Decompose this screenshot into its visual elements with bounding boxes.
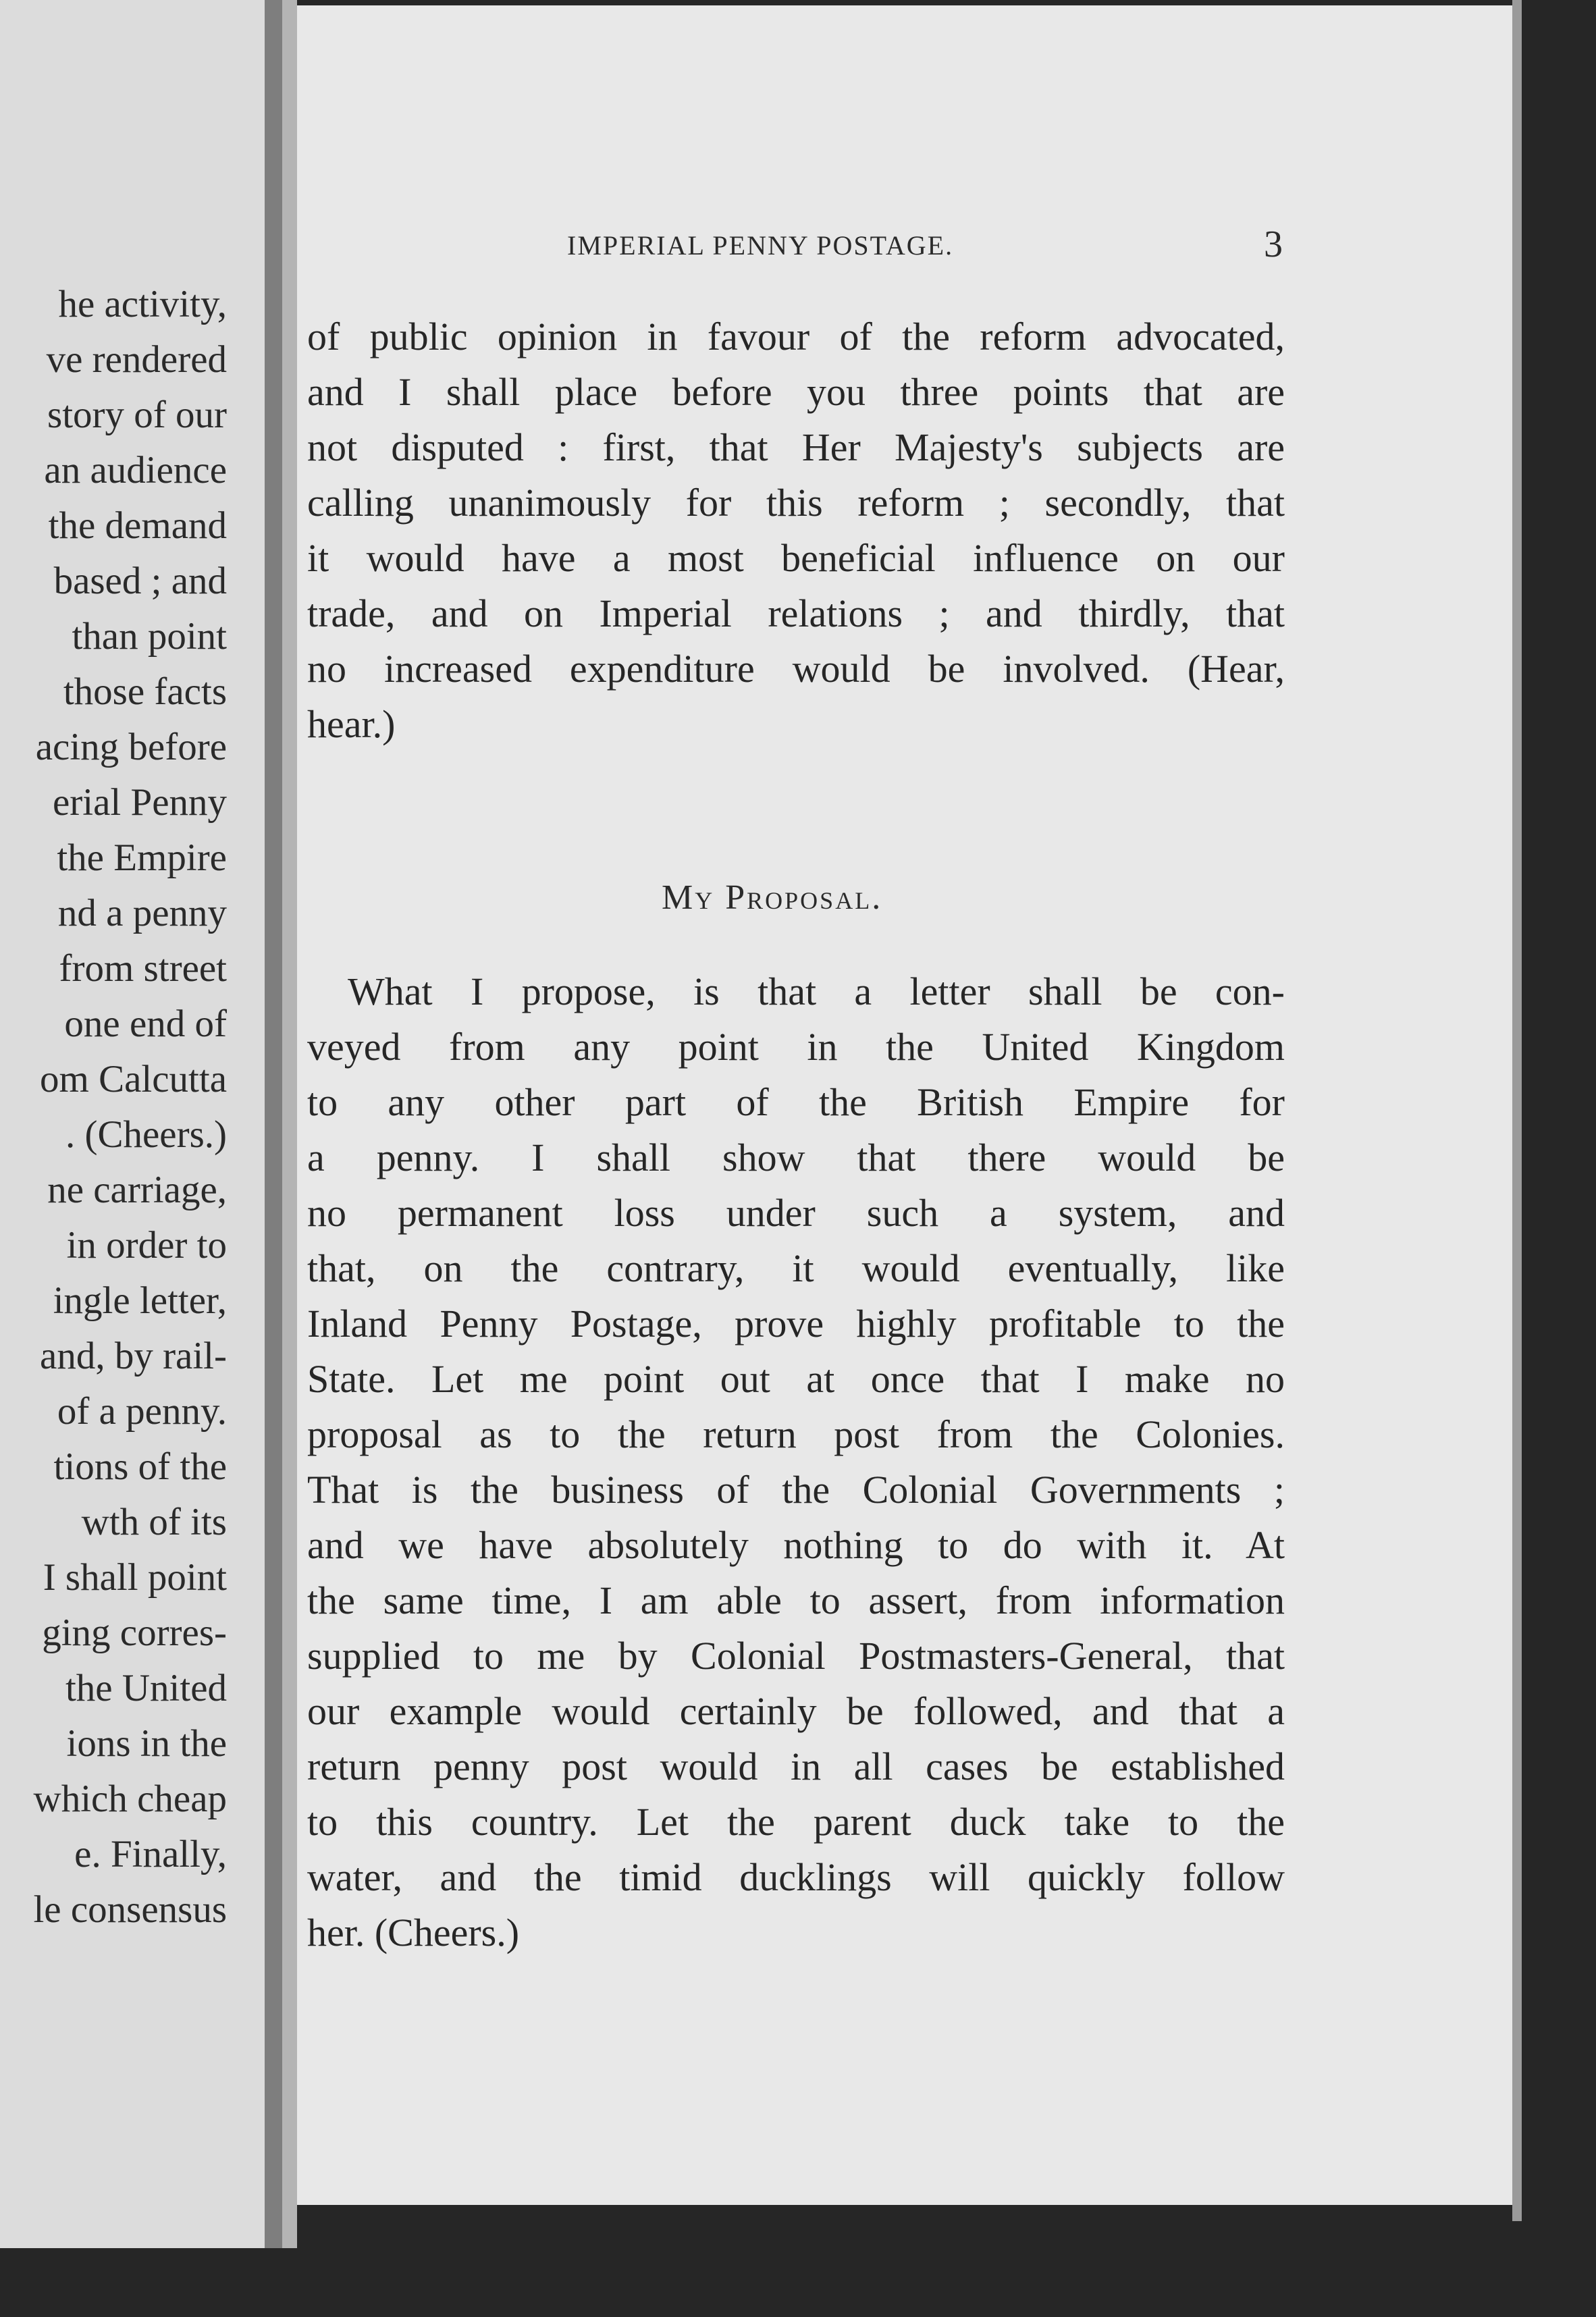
left-page-line: the Empire <box>57 836 227 879</box>
left-page-line: ging corres- <box>42 1612 227 1654</box>
left-page-line: based ; and <box>53 560 227 602</box>
left-page-line: wth of its <box>81 1501 227 1543</box>
left-page-line: erial Penny <box>52 781 227 824</box>
left-page-line: nd a penny <box>57 892 227 934</box>
left-page-line: ions in the <box>66 1722 227 1765</box>
paragraph-2-line: water, and the timid ducklings will quickly follow <box>307 1855 1285 1899</box>
left-page-line: ingle letter, <box>53 1279 227 1322</box>
paragraph-2-line: That is the business of the Colonial Governments ; <box>307 1468 1285 1512</box>
paragraph-1-line: no increased expenditure would be involved. (Hear, <box>307 647 1285 691</box>
paragraph-1-line: hear.) <box>307 702 396 746</box>
left-page-line: tions of the <box>53 1445 227 1488</box>
right-page-edge <box>1512 0 1522 2221</box>
paragraph-1-line: of public opinion in favour of the reform advocated, <box>307 315 1285 358</box>
left-page-line: of a penny. <box>57 1390 227 1433</box>
left-page-line: those facts <box>63 670 227 713</box>
paragraph-1-line: trade, and on Imperial relations ; and thirdly, that <box>307 591 1285 635</box>
paragraph-2-line: Inland Penny Postage, prove highly profitable to the <box>307 1302 1285 1346</box>
left-page-line: . (Cheers.) <box>65 1113 227 1156</box>
left-page-line: from street <box>59 947 227 990</box>
left-page-line: the demand <box>48 504 227 547</box>
paragraph-2-line: the same time, I am able to assert, from information <box>307 1578 1285 1622</box>
running-head: IMPERIAL PENNY POSTAGE. <box>567 230 954 261</box>
paragraph-2-line: State. Let me point out at once that I make no <box>307 1357 1285 1401</box>
left-page <box>0 0 265 2248</box>
paragraph-2-line: veyed from any point in the United Kingdom <box>307 1025 1285 1069</box>
left-page-line: story of our <box>47 394 227 436</box>
paragraph-2-line: to this country. Let the parent duck take to the <box>307 1800 1285 1844</box>
paragraph-2-line: that, on the contrary, it would eventually, like <box>307 1246 1285 1290</box>
book-gutter <box>265 0 282 2248</box>
left-page-line: om Calcutta <box>39 1058 227 1100</box>
paragraph-2-line: and we have absolutely nothing to do with it. At <box>307 1523 1285 1567</box>
paragraph-2-line: her. (Cheers.) <box>307 1911 520 1954</box>
paragraph-1-line: not disputed : first, that Her Majesty's subjects are <box>307 425 1285 469</box>
section-heading: My Proposal. <box>662 878 883 917</box>
page-number: 3 <box>1264 223 1283 265</box>
paragraph-1-line: and I shall place before you three points that are <box>307 370 1285 414</box>
paragraph-2-line: a penny. I shall show that there would be <box>307 1136 1285 1179</box>
gutter-shadow <box>282 0 297 2248</box>
paragraph-2-line: to any other part of the British Empire for <box>307 1080 1285 1124</box>
paragraph-2-line: our example would certainly be followed, and that a <box>307 1689 1285 1733</box>
paragraph-2-line: no permanent loss under such a system, and <box>307 1191 1285 1235</box>
paragraph-2-line: proposal as to the return post from the Colonies. <box>307 1412 1285 1456</box>
left-page-line: e. Finally, <box>74 1833 227 1875</box>
left-page-line: one end of <box>64 1003 227 1045</box>
left-page-line: he activity, <box>58 283 227 325</box>
paragraph-1-line: it would have a most beneficial influence on our <box>307 536 1285 580</box>
left-page-line: I shall point <box>43 1556 227 1599</box>
left-page-line: and, by rail- <box>40 1335 227 1377</box>
left-page-line: which cheap <box>33 1778 227 1820</box>
left-page-line: in order to <box>66 1224 227 1267</box>
left-page-line: ne carriage, <box>47 1169 227 1211</box>
left-page-line: an audience <box>44 449 227 491</box>
left-page-line: than point <box>72 615 227 658</box>
paragraph-2-line: supplied to me by Colonial Postmasters-General, that <box>307 1634 1285 1678</box>
left-page-line: le consensus <box>33 1888 227 1931</box>
left-page-line: acing before <box>35 726 227 768</box>
paragraph-1-line: calling unanimously for this reform ; secondly, that <box>307 481 1285 525</box>
paragraph-2-line: What I propose, is that a letter shall be con- <box>348 969 1285 1013</box>
paragraph-2-line: return penny post would in all cases be established <box>307 1745 1285 1788</box>
left-page-line: ve rendered <box>46 338 227 381</box>
left-page-line: the United <box>65 1667 227 1709</box>
